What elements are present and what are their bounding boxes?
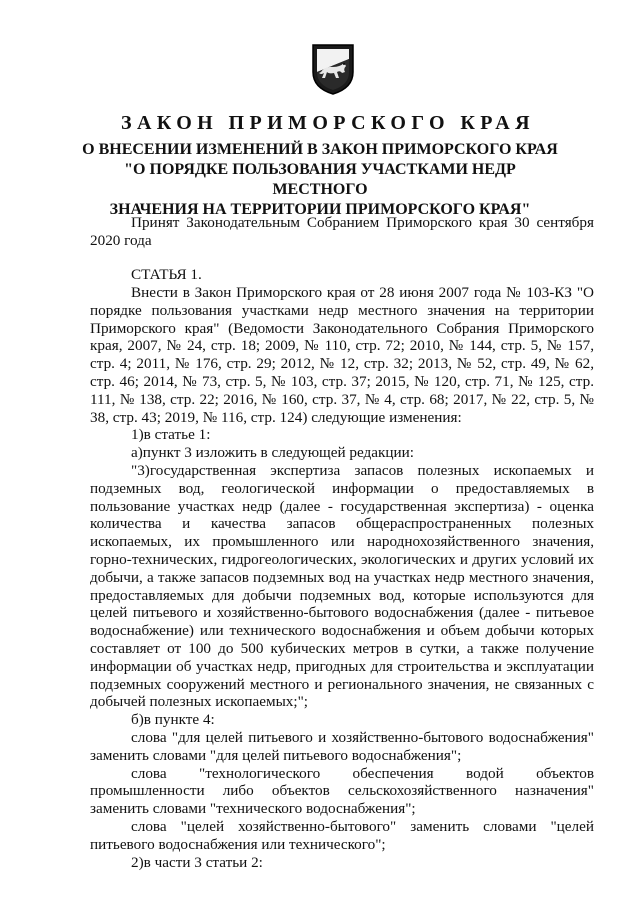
article-paragraph: а)пункт 3 изложить в следующей редакции: <box>131 444 414 462</box>
subtitle-line: О ВНЕСЕНИИ ИЗМЕНЕНИЙ В ЗАКОН ПРИМОРСКОГО КРАЯ <box>82 141 558 158</box>
adoption-text: Принят Законодательным Собранием Приморского края 30 сентября 2020 года <box>90 214 594 249</box>
article-paragraph: слова "для целей питьевого и хозяйственно-бытового водоснабжения" заменить словами "для целей питьевого водоснабжения"; <box>90 728 594 764</box>
article-paragraph: слова "целей хозяйственно-бытового" заменить словами "целей питьевого водоснабжения или технического"; <box>90 817 594 853</box>
subtitle-line: "О ПОРЯДКЕ ПОЛЬЗОВАНИЯ УЧАСТКАМИ НЕДР МЕСТНОГО <box>124 161 516 198</box>
law-subtitle <box>80 140 560 220</box>
coat-of-arms-icon <box>309 42 357 96</box>
article-paragraph: Внести в Закон Приморского края от 28 июня 2007 года № 103-КЗ "О порядке пользования участками недр местного значения на территории Приморского края" (Ведомости Законодательного Собрания Приморского края, 2007, № 24, стр. 18; 2009, № 110, стр. 72; 2010, № 144, стр. 5, № 157, стр. 4; 2011, № 176, стр. 29; 2012, № 12, стр. 32; 2013, № 52, стр. 49, № 62, стр. 46; 2014, № 73, стр. 5, № 103, стр. 37; 2015, № 120, стр. 71, № 125, стр. 111, № 138, стр. 22; 2016, № 160, стр. 37, № 4, стр. 68; 2017, № 22, стр. 5, № 38, стр. 43; 2019, № 116, стр. 124) следующие изменения: <box>90 284 594 426</box>
article-heading: СТАТЬЯ 1. <box>131 266 202 283</box>
law-title: ЗАКОН ПРИМОРСКОГО КРАЯ <box>121 112 535 134</box>
article-paragraph: 1)в статье 1: <box>131 426 211 444</box>
article-heading-block <box>90 266 594 284</box>
subtitle-line: ЗНАЧЕНИЯ НА ТЕРРИТОРИИ ПРИМОРСКОГО КРАЯ" <box>109 201 531 218</box>
article-paragraph: б)в пункте 4: <box>131 711 215 729</box>
adoption-note <box>90 214 594 250</box>
article-paragraph: "3)государственная экспертиза запасов полезных ископаемых и подземных вод, геологической информации о предоставляемых в пользование участках недр (далее - государственная экспертиза) - оценка количества и качества запасов общераспространенных полезных ископаемых, их промышленного или народнохозяйственного значения, горно-технических, гидрогеологических, экологических и других условий их добычи, а также запасов подземных вод на участках недр местного значения, предоставляемых для добычи подземных вод, которые используются для целей питьевого и хозяйственно-бытового водоснабжения (далее - питьевое водоснабжение) или технического водоснабжения и объем добычи которых составляет от 100 до 500 кубических метров в сутки, а также получение информации об участках недр, пригодных для строительства и эксплуатации подземных сооружений местного и регионального значения, не связанных с добычей полезных ископаемых;"; <box>90 461 594 711</box>
article-paragraph: 2)в части 3 статьи 2: <box>131 853 263 871</box>
article-body <box>90 284 594 871</box>
article-paragraph: слова "технологического обеспечения водой объектов промышленности либо объектов сельскохозяйственного назначения" заменить словами "технического водоснабжения"; <box>90 764 594 818</box>
